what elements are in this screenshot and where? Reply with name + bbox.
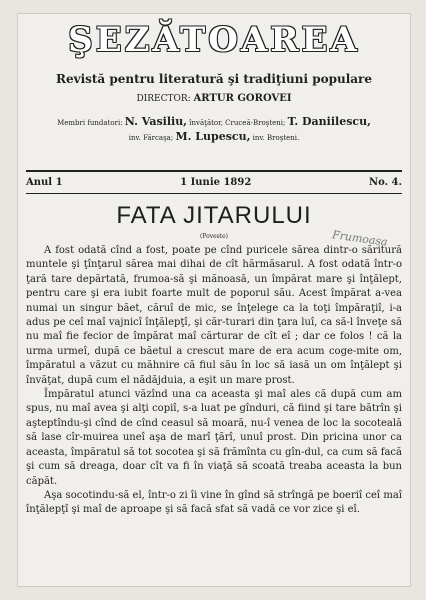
founder-1-name: N. Vasiliu,: [124, 115, 188, 128]
director-label: DIRECTOR:: [136, 94, 191, 104]
issue-year: Anul 1: [26, 177, 63, 188]
director-line: [18, 93, 410, 104]
article-body: [26, 244, 402, 518]
journal-page: [18, 14, 410, 586]
paragraph: A fost odată cînd a fost, poate pe cînd puricele sărea dintr-o săritură muntele şi ţînţarul sărea mai dihai de cît hărmăsarul. A fost odată într-o ţară tare depărtată, frumoa-să şi mănoasă, un împărat mare şi înţălept, pentru care şi era iubit foarte mult de poporul său. Acest împărat a-vea numai un singur băet, căruî de mic, se înţelege ca la toţi împăraţiî, i-a adus pe ceî maî vajnicî înţălepţî, şi căr-turari din ţara luî, ca să-l înveţe să nu maî fie fecior de împărat maî cărturar de cît eî ; dar ce folos ! că la urma urmeî, după ce băetul a crescut mare de era acum coge-mite om, împăratul a văzut cu măhnire că fiul său în loc să iasă un om înţălept şi învăţat, după cum el nădăjduia, a eşit un mare prost.: [26, 245, 402, 386]
header-rule-bottom: [26, 193, 402, 194]
founders-block: [28, 115, 400, 145]
paragraph: Aşa socotindu-să el, într-o zi îi vine în gînd să strîngă pe boeriî ceî maî înţălepţî şi maî de aproape şi să facă sfat să vadă ce vor zice şi eî.: [26, 489, 402, 516]
founder-3-role: inv. Broşteni.: [252, 134, 300, 142]
paragraph: Împăratul atunci văzînd una ca aceasta şi maî ales că după cum am spus, nu maî avea şi alţi copiî, s-a luat pe gînduri, că fiind şi tare bătrîn şi aşteptîndu-şi cînd de cînd ceasul să moară, nu-î venea de loc la socoteală să lase cîr-muirea uneî aşa de marî ţărî, unuî prost. Din pricina unor ca aceasta, împăratul să tot socotea şi să frămînta cu gîn-dul, ca cum să facă şi cum să dreaga, doar cît va fi în viaţă să scoată treaba aceasta la bun căpăt.: [26, 389, 402, 487]
header-rule-top: [26, 170, 402, 172]
handwritten-note: Frumoasa: [331, 228, 389, 249]
article-title: FATA JITARULUI: [116, 202, 312, 229]
article-genre: (Poveste): [199, 233, 229, 240]
issue-row: [26, 177, 402, 188]
director-name: ARTUR GOROVEI: [193, 93, 292, 104]
founder-2-role: inv. Fărcaşa;: [128, 134, 174, 142]
founder-2-name: T. Daniilescu,: [287, 115, 371, 128]
masthead-subtitle: Revistă pentru literatură şi tradiţiuni populare: [55, 72, 372, 86]
founder-3-name: M. Lupescu,: [175, 130, 251, 143]
masthead-title: ŞEZĂTOAREA: [68, 20, 360, 60]
issue-number: No. 4.: [368, 177, 402, 188]
founder-1-role: învăţător, Cruceă-Broşteni;: [189, 119, 286, 127]
founders-label: Membri fundatori:: [57, 119, 123, 127]
issue-date: 1 Iunie 1892: [180, 177, 252, 188]
